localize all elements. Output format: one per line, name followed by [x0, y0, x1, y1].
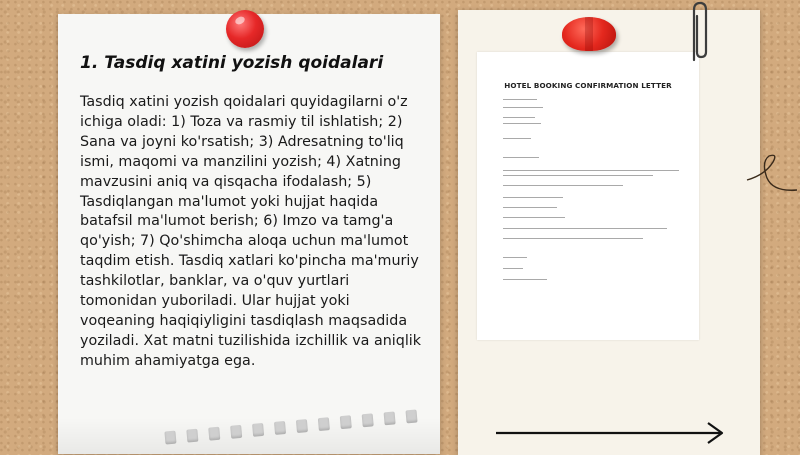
- right-arrow-icon: [494, 420, 726, 446]
- letter-title: HOTEL BOOKING CONFIRMATION LETTER: [504, 81, 672, 90]
- red-pushpin-icon: [226, 10, 264, 48]
- string-loop-decoration: [745, 150, 800, 210]
- note-title: 1. Tasdiq xatini yozish qoidalari: [80, 53, 384, 73]
- paper-clip-icon: [685, 0, 715, 64]
- note-body-text: Tasdiq xatini yozish qoidalari quyidagilarni o'z ichiga oladi: 1) Toza va rasmiy til ishlatish; 2) Sana va joyni ko'rsatish; 3) Adresatning to'liq ismi, maqomi va manzilini yozish; 4) Xatning mavzusini aniq va qisqacha ifodalash; 5) Tasdiqlangan ma'lumot yoki hujjat haqida batafsil ma'lumot berish; 6) Imzo va tamg'a qo'yish; 7) Qo'shimcha aloqa uchun ma'lumot taqdim etish. Tasdiq xatlari ko'pincha ma'muriy tashkilotlar, banklar, va o'quv yurtlari tomonidan yuboriladi. Ular hujjat yoki voqeaning haqiqiyligini tasdiqlash maqsadida yoziladi. Xat matni tuzilishida izchillik va aniqlik muhim ahamiyatga ega.: [80, 94, 422, 369]
- red-pushpin-icon: [562, 17, 616, 51]
- letter-document: [477, 52, 699, 340]
